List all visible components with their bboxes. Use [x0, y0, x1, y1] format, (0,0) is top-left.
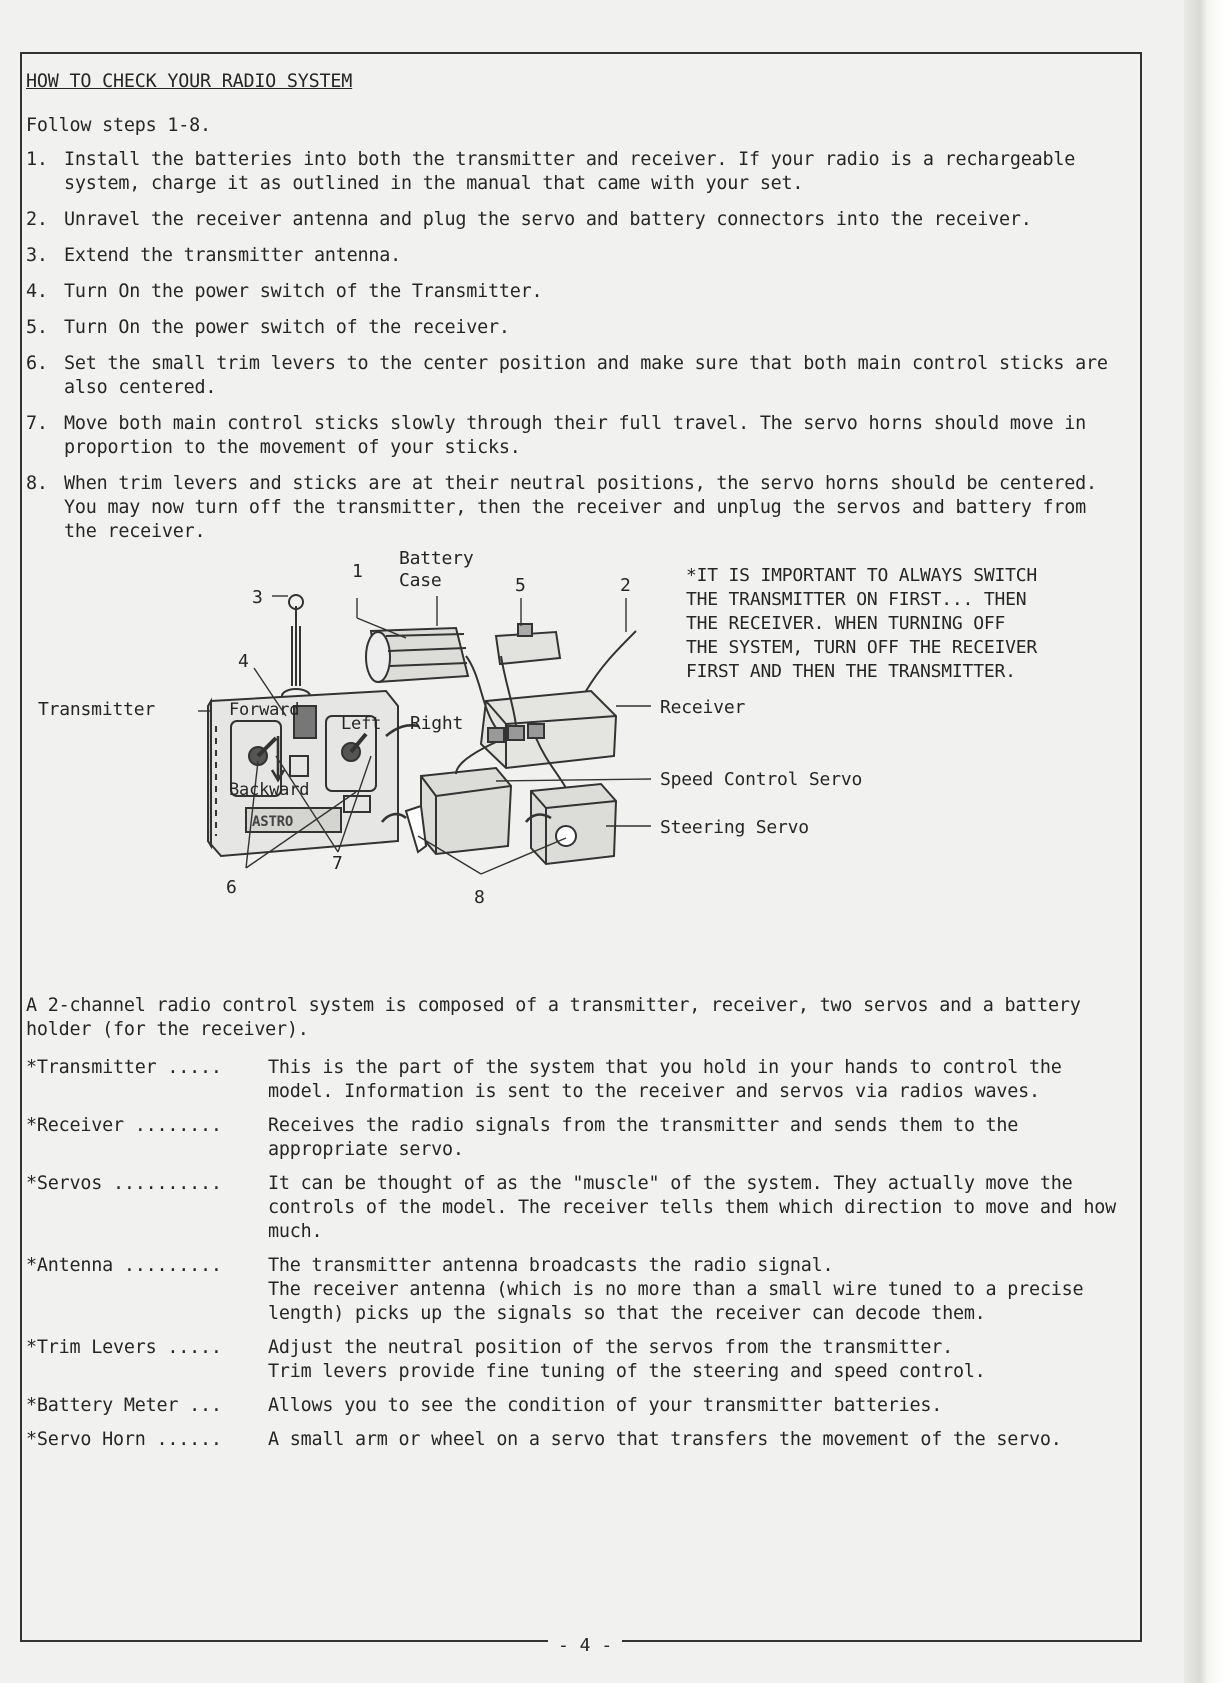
definition-term: *Antenna ......... — [26, 1255, 222, 1276]
step-text: Set the small trim levers to the center position and make sure that both main control sticks are also centered. — [64, 353, 1108, 398]
radio-system-figure — [26, 548, 1126, 986]
definition-text: A small arm or wheel on a servo that transfers the movement of the servo. — [268, 1429, 1062, 1450]
receiver-unit — [481, 691, 616, 768]
step-number: 8. — [26, 473, 48, 494]
steering-servo-label: Steering Servo — [660, 817, 809, 838]
receiver-label: Receiver — [660, 697, 746, 718]
callout-4: 4 — [238, 651, 249, 672]
step-number: 6. — [26, 353, 48, 374]
battery-case — [366, 628, 468, 682]
step-number: 7. — [26, 413, 48, 434]
step-number: 2. — [26, 209, 48, 230]
left-label: Left — [341, 714, 382, 734]
step-number: 3. — [26, 245, 48, 266]
astro-brand-logo: ASTRO — [252, 814, 294, 830]
step-number: 1. — [26, 149, 48, 170]
forward-label: Forward — [229, 700, 300, 720]
step-item — [26, 280, 1126, 304]
page-edge-shadow — [1184, 0, 1224, 1683]
definition-row — [26, 1428, 1126, 1452]
callout-6: 6 — [226, 877, 237, 898]
definition-text: It can be thought of as the "muscle" of the system. They actually move the controls of the model. The receiver tells them which direction to move and how much. — [268, 1173, 1117, 1242]
definition-term: *Receiver ........ — [26, 1115, 222, 1136]
step-number: 4. — [26, 281, 48, 302]
receiver-antenna-wire — [586, 631, 636, 691]
step-text: Turn On the power switch of the receiver. — [64, 317, 510, 338]
page-title: HOW TO CHECK YOUR RADIO SYSTEM — [26, 71, 353, 92]
callout-2: 2 — [620, 575, 631, 596]
receiver-switch — [496, 624, 560, 664]
definition-term: *Transmitter ..... — [26, 1057, 222, 1078]
transmitter-antenna — [282, 595, 310, 703]
battery-case-label: Battery Case — [399, 548, 474, 591]
step-item — [26, 244, 1126, 268]
definition-row — [26, 1056, 1126, 1104]
speed-control-servo-label: Speed Control Servo — [660, 769, 863, 790]
system-summary: A 2-channel radio control system is composed of a transmitter, receiver, two servos and a battery holder (for the receiver). — [26, 995, 1081, 1040]
callout-7: 7 — [332, 853, 343, 874]
definition-row — [26, 1254, 1126, 1326]
step-item — [26, 472, 1126, 544]
step-text: Install the batteries into both the transmitter and receiver. If your radio is a rechargeable system, charge it as outlined in the manual that came with your set. — [64, 149, 1076, 194]
step-item — [26, 208, 1126, 232]
definition-text: Receives the radio signals from the transmitter and sends them to the appropriate servo. — [268, 1115, 1019, 1160]
definition-text: The transmitter antenna broadcasts the radio signal. The receiver antenna (which is no more than a small wire tuned to a precise length) picks up the signals so that the receiver can decode them. — [268, 1255, 1084, 1324]
step-text: Unravel the receiver antenna and plug the servo and battery connectors into the receiver. — [64, 209, 1032, 230]
backward-label: Backward — [229, 780, 310, 800]
definitions-list — [26, 1056, 1126, 1452]
step-text: Move both main control sticks slowly through their full travel. The servo horns should move in proportion to the movement of your sticks. — [64, 413, 1086, 458]
radio-system-illustration — [26, 556, 686, 986]
step-item — [26, 148, 1126, 196]
intro-text: Follow steps 1-8. — [26, 115, 211, 136]
steps-list — [26, 148, 1126, 544]
callout-1: 1 — [352, 561, 363, 582]
definition-term: *Battery Meter ... — [26, 1395, 222, 1416]
step-text: Turn On the power switch of the Transmitter. — [64, 281, 543, 302]
callout-5: 5 — [515, 575, 526, 596]
right-label: Right — [410, 713, 464, 734]
steering-servo — [531, 784, 616, 864]
definition-term: *Servo Horn ...... — [26, 1429, 222, 1450]
definition-row — [26, 1172, 1126, 1244]
step-text: Extend the transmitter antenna. — [64, 245, 402, 266]
step-item — [26, 412, 1126, 460]
definition-text: This is the part of the system that you hold in your hands to control the model. Information is sent to the receiver and servos via radios waves. — [268, 1057, 1062, 1102]
step-item — [26, 316, 1126, 340]
callout-8: 8 — [474, 887, 485, 908]
step-text: When trim levers and sticks are at their neutral positions, the servo horns should be centered. You may now turn off the transmitter, then the receiver and unplug the servos and battery from the receiver. — [64, 473, 1097, 542]
callout-3: 3 — [252, 587, 263, 608]
definition-row — [26, 1114, 1126, 1162]
page-number: - 4 - — [548, 1635, 622, 1656]
speed-control-servo — [406, 768, 511, 854]
definition-text: Allows you to see the condition of your transmitter batteries. — [268, 1395, 943, 1416]
definition-term: *Servos .......... — [26, 1173, 222, 1194]
definition-text: Adjust the neutral position of the servos from the transmitter. Trim levers provide fine tuning of the steering and speed control. — [268, 1337, 986, 1382]
transmitter-label: Transmitter — [38, 699, 156, 720]
definition-row — [26, 1394, 1126, 1418]
definition-row — [26, 1336, 1126, 1384]
step-number: 5. — [26, 317, 48, 338]
definition-term: *Trim Levers ..... — [26, 1337, 222, 1358]
page-content — [26, 70, 1126, 1462]
switching-order-warning: *IT IS IMPORTANT TO ALWAYS SWITCH THE TRANSMITTER ON FIRST... THEN THE RECEIVER. WHEN TURNING OFF THE SYSTEM, TURN OFF THE RECEIVER FIRST AND THEN THE TRANSMITTER. — [686, 565, 1038, 682]
step-item — [26, 352, 1126, 400]
